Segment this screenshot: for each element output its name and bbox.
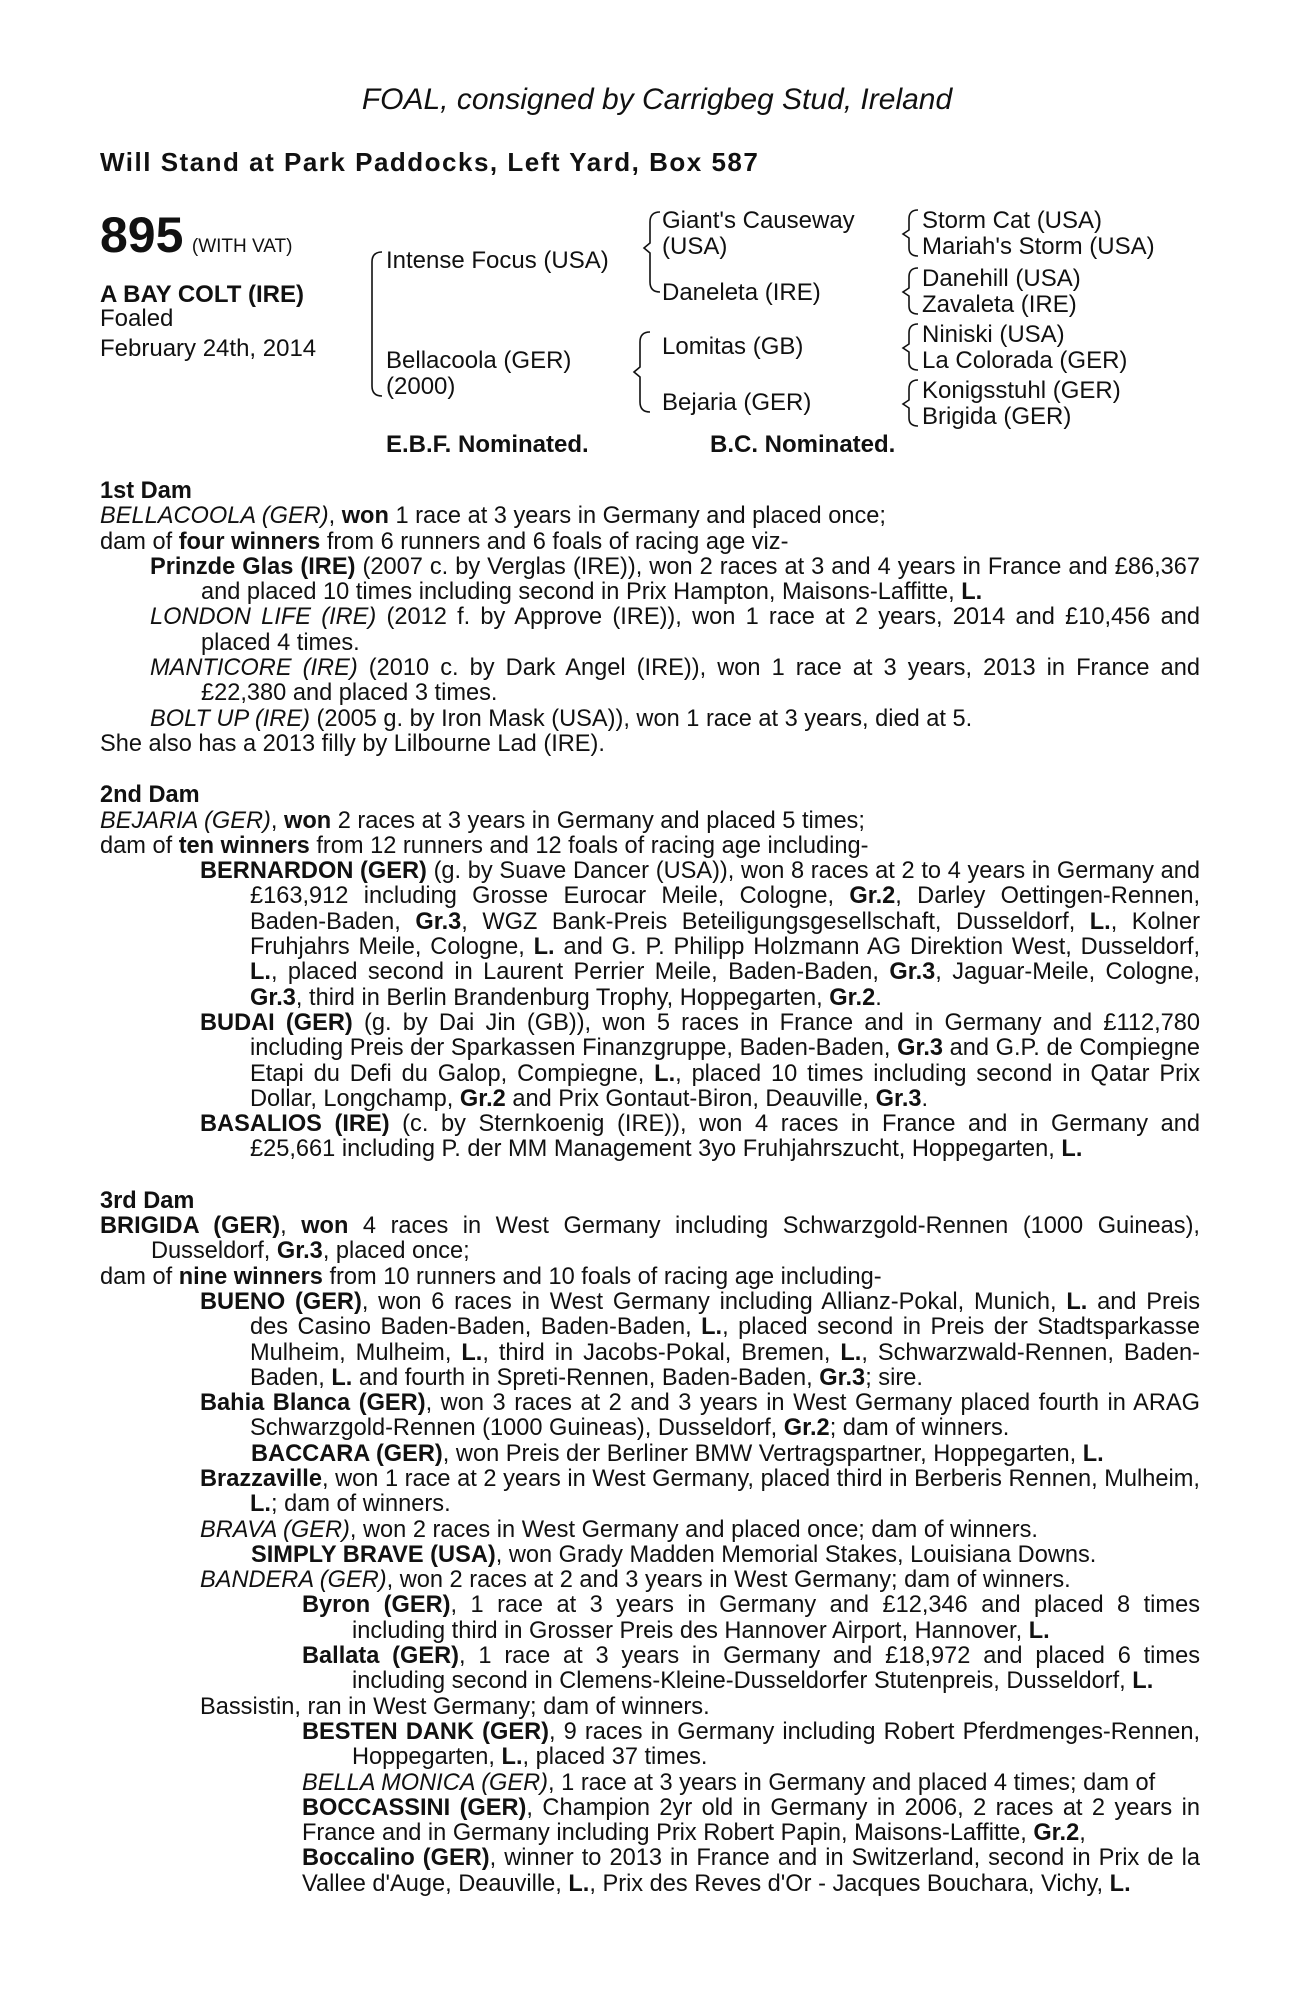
bracket-sire bbox=[644, 212, 660, 292]
produce-besten-dank: BESTEN DANK (GER), 9 races in Germany including Robert Pferdmenges-Rennen, Hoppegarten, L., placed 37 times. bbox=[302, 1718, 1200, 1771]
sire: Intense Focus (USA) bbox=[386, 247, 609, 274]
third-dam-heading: 3rd Dam bbox=[100, 1187, 195, 1214]
third-dam-record: BRIGIDA (GER), won 4 races in West Germany including Schwarzgold-Rennen (1000 Guineas), Dusseldorf, Gr.3, placed once; bbox=[100, 1213, 1200, 1265]
lot-name: A BAY COLT (IRE) bbox=[100, 281, 305, 308]
second-dam-heading: 2nd Dam bbox=[100, 782, 200, 809]
produce-manticore: MANTICORE (IRE) (2010 c. by Dark Angel (IRE)), won 1 race at 3 years, 2013 in France and £22,380 and placed 3 times. bbox=[150, 655, 1200, 707]
sire-dam: Daneleta (IRE) bbox=[662, 279, 821, 306]
first-dam-produce-summary: dam of four winners from 6 runners and 6 foals of racing age viz- bbox=[100, 528, 789, 555]
bracket-g2 bbox=[903, 268, 918, 314]
ebf-nomination: E.B.F. Nominated. bbox=[386, 431, 589, 458]
grandsire-1: Storm Cat (USA) bbox=[922, 207, 1103, 234]
bracket-dam bbox=[634, 332, 650, 412]
dam-year: (2000) bbox=[386, 373, 456, 400]
produce-bolt-up: BOLT UP (IRE) (2005 g. by Iron Mask (USA)), won 1 race at 3 years, died at 5. bbox=[150, 705, 973, 732]
grandsire-2: Mariah's Storm (USA) bbox=[922, 233, 1155, 260]
grandsire-3: Danehill (USA) bbox=[922, 265, 1081, 292]
produce-ballata: Ballata (GER), 1 race at 3 years in Germany and £18,972 and placed 6 times including second in Clemens-Kleine-Dusseldorfer Stutenpreis, Dusseldorf, L. bbox=[302, 1643, 1200, 1695]
second-dam-produce-summary: dam of ten winners from 12 runners and 12 foals of racing age including- bbox=[100, 832, 869, 859]
produce-brazzaville: Brazzaville, won 1 race at 2 years in West Germany, placed third in Berberis Rennen, Mulheim, L.; dam of winners. bbox=[200, 1465, 1200, 1518]
lot-number: 895 bbox=[100, 207, 184, 263]
produce-bassistin: Bassistin, ran in West Germany; dam of winners. bbox=[200, 1693, 710, 1720]
bc-nomination: B.C. Nominated. bbox=[710, 431, 896, 458]
produce-bandera: BANDERA (GER), won 2 races at 2 and 3 years in West Germany; dam of winners. bbox=[200, 1567, 1071, 1594]
produce-basalios: BASALIOS (IRE) (c. by Sternkoenig (IRE)), won 4 races in France and in Germany and £25,661 including P. der MM Management 3yo Fruhjahrszucht, Hoppegarten, L. bbox=[200, 1111, 1200, 1163]
stand-location: Will Stand at Park Paddocks, Left Yard, Box 587 bbox=[100, 147, 760, 177]
produce-baccara: BACCARA (GER), won Preis der Berliner BMW Vertragspartner, Hoppegarten, L. bbox=[251, 1440, 1104, 1467]
foaled-label: Foaled bbox=[100, 305, 174, 332]
second-dam-record: BEJARIA (GER), won 2 races at 3 years in Germany and placed 5 times; bbox=[100, 807, 865, 834]
produce-bella-monica: BELLA MONICA (GER), 1 race at 3 years in Germany and placed 4 times; dam of bbox=[302, 1769, 1156, 1796]
third-dam-produce-summary: dam of nine winners from 10 runners and 10 foals of racing age including- bbox=[100, 1263, 882, 1290]
dam-sire: Lomitas (GB) bbox=[662, 333, 804, 360]
produce-bahia-blanca: Bahia Blanca (GER), won 3 races at 2 and 3 years in West Germany placed fourth in ARAG Schwarzgold-Rennen (1000 Guineas), Dusseldorf, Gr.2; dam of winners. bbox=[200, 1390, 1200, 1442]
produce-bueno: BUENO (GER), won 6 races in West Germany including Allianz-Pokal, Munich, L. and Preis des Casino Baden-Baden, Baden-Baden, L., placed second in Preis der Stadtsparkasse Mulheim, Mulheim, L., third in Jacobs-Pokal, Bremen, L., Schwarzwald-Rennen, Baden-Baden, L. and fourth in Spreti-Rennen, Baden-Baden, Gr.3; sire. bbox=[200, 1288, 1200, 1391]
produce-london-life: LONDON LIFE (IRE) (2012 f. by Approve (IRE)), won 1 race at 2 years, 2014 and £10,456 and placed 4 times. bbox=[150, 604, 1200, 656]
produce-byron: Byron (GER), 1 race at 3 years in Germany and £12,346 and placed 8 times including third in Grosser Preis des Hannover Airport, Hannover, L. bbox=[302, 1592, 1200, 1644]
first-dam-heading: 1st Dam bbox=[100, 478, 192, 504]
produce-prinzde-glas: Prinzde Glas (IRE) (2007 c. by Verglas (IRE)), won 2 races at 3 and 4 years in France and £86,367 and placed 10 times including second in Prix Hampton, Maisons-Laffitte, L. bbox=[150, 553, 1200, 606]
bracket-g4 bbox=[903, 380, 918, 426]
grandsire-7: Konigsstuhl (GER) bbox=[922, 377, 1121, 404]
grandsire-4: Zavaleta (IRE) bbox=[922, 291, 1077, 318]
produce-bernardon: BERNARDON (GER) (g. by Suave Dancer (USA)), won 8 races at 2 to 4 years in Germany and £163,912 including Grosse Eurocar Meile, Cologne, Gr.2, Darley Oettingen-Rennen, Baden-Baden, Gr.3, WGZ Bank-Preis Beteiligungsgesellschaft, Dusseldorf, L., Kolner Fruhjahrs Meile, Cologne, L. and G. P. Philipp Holzmann AG Direktion West, Dusseldorf, L., placed second in Laurent Perrier Meile, Baden-Baden, Gr.3, Jaguar-Meile, Cologne, Gr.3, third in Berlin Brandenburg Trophy, Hoppegarten, Gr.2. bbox=[200, 858, 1201, 1011]
foaled-date: February 24th, 2014 bbox=[100, 335, 317, 362]
consignor-title: FOAL, consigned by Carrigbeg Stud, Ireland bbox=[361, 83, 953, 116]
produce-simply-brave: SIMPLY BRAVE (USA), won Grady Madden Memorial Stakes, Louisiana Downs. bbox=[251, 1541, 1097, 1568]
grandsire-5: Niniski (USA) bbox=[922, 321, 1065, 348]
dam: Bellacoola (GER) bbox=[386, 347, 572, 374]
produce-boccassini: BOCCASSINI (GER), Champion 2yr old in Germany in 2006, 2 races at 2 years in France and in Germany including Prix Robert Papin, Maisons-Laffitte, Gr.2, bbox=[302, 1794, 1200, 1847]
sire-sire-country: (USA) bbox=[662, 233, 728, 260]
first-dam-record: BELLACOOLA (GER), won 1 race at 3 years in Germany and placed once; bbox=[100, 503, 886, 530]
vat-note: (WITH VAT) bbox=[191, 236, 293, 257]
grandsire-8: Brigida (GER) bbox=[922, 403, 1072, 430]
dam-dam: Bejaria (GER) bbox=[662, 389, 812, 416]
produce-brava: BRAVA (GER), won 2 races in West Germany and placed once; dam of winners. bbox=[200, 1516, 1038, 1543]
bracket-g3 bbox=[903, 324, 918, 370]
race-record bbox=[100, 479, 1200, 1897]
bracket-main bbox=[372, 252, 382, 396]
produce-boccalino: Boccalino (GER), winner to 2013 in France and in Switzerland, second in Prix de la Vallee d'Auge, Deauville, L., Prix des Reves d'Or - Jacques Bouchara, Vichy, L. bbox=[302, 1845, 1200, 1897]
produce-budai: BUDAI (GER) (g. by Dai Jin (GB)), won 5 races in France and in Germany and £112,780 including Preis der Sparkassen Finanzgruppe, Baden-Baden, Gr.3 and G.P. de Compiegne Etapi du Defi du Galop, Compiegne, L., placed 10 times including second in Qatar Prix Dollar, Longchamp, Gr.2 and Prix Gontaut-Biron, Deauville, Gr.3. bbox=[200, 1009, 1200, 1112]
bracket-g1 bbox=[903, 210, 918, 256]
grandsire-6: La Colorada (GER) bbox=[922, 347, 1128, 374]
sire-sire: Giant's Causeway bbox=[662, 207, 855, 234]
first-dam-note: She also has a 2013 filly by Lilbourne Lad (IRE). bbox=[100, 730, 605, 757]
